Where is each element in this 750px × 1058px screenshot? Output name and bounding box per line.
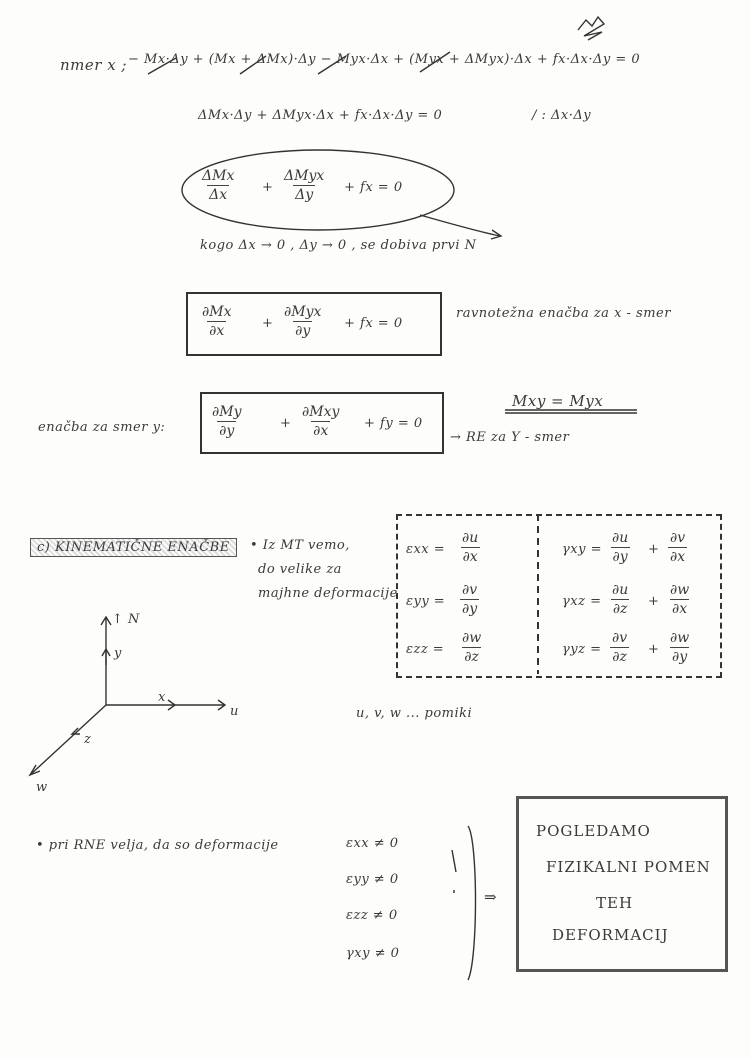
intro-line-2: do velike za — [258, 562, 342, 577]
shear-lhs: γxz = — [562, 594, 602, 609]
displacements-note: u, v, w ... pomiki — [356, 706, 473, 721]
intro-line-1: • Iz MT vemo, — [250, 538, 350, 553]
fraction-denominator: ∂z — [612, 649, 627, 665]
plus-sign: + — [648, 542, 660, 557]
fraction-denominator: Δy — [295, 187, 314, 203]
axis-u-label: u — [230, 704, 239, 719]
shear-fraction-1 — [610, 582, 630, 617]
fraction-denominator: ∂y — [612, 549, 628, 565]
plus-sign: + — [262, 316, 274, 331]
strain-nonzero-item: εyy ≠ 0 — [346, 872, 399, 887]
fraction-denominator: ∂y — [672, 649, 688, 665]
fraction-numerator: ∂Mxy — [302, 404, 340, 420]
shear-fraction-2 — [668, 630, 691, 665]
shear-lhs: γyz = — [562, 642, 602, 657]
shear-fraction-2 — [668, 530, 687, 565]
divide-note: / : Δx·Δy — [532, 108, 592, 123]
axis-x-label: x — [158, 690, 166, 705]
fraction-denominator: ∂x — [209, 323, 225, 339]
axis-y-label: y — [114, 646, 122, 661]
axis-w-label: w — [36, 780, 48, 795]
fraction-denominator: ∂y — [295, 323, 311, 339]
equation-line-1: − Mx·Δy + (Mx + ΔMx)·Δy − Myx·Δx + (Myx + ΔMyx)·Δx + fx·Δx·Δy = 0 — [128, 52, 641, 67]
fraction-numerator: ∂w — [670, 630, 690, 646]
boxed-equation-rest: + fy = 0 — [364, 416, 423, 431]
conclusion-line-2: FIZIKALNI POMEN — [546, 858, 711, 876]
fraction-numerator: ∂v — [612, 630, 628, 646]
axis-z-label: z — [84, 732, 92, 747]
fraction-numerator: ∂v — [462, 582, 478, 598]
strain-nonzero-item: γxy ≠ 0 — [346, 946, 400, 961]
equation-line-2: ΔMx·Δy + ΔMyx·Δx + fx·Δx·Δy = 0 — [198, 108, 443, 123]
limit-text: kogo Δx → 0 , Δy → 0 , se dobiva prvi N — [200, 238, 477, 253]
fraction-denominator: ∂x — [313, 423, 329, 439]
fraction-numerator: ΔMx — [202, 168, 235, 184]
boxed-x-note: ravnotežna enačba za x - smer — [456, 306, 671, 321]
oval-equation-rest: + fx = 0 — [344, 180, 403, 195]
kinematics-heading: c) KINEMATIČNE ENAČBE — [30, 538, 237, 557]
plus-sign: + — [648, 594, 660, 609]
fraction-numerator: ∂u — [612, 530, 629, 546]
strain-lhs: εzz = — [406, 642, 445, 657]
plus-sign: + — [262, 180, 274, 195]
y-direction-label: enačba za smer y: — [38, 420, 166, 435]
fraction-denominator: ∂y — [219, 423, 235, 439]
fraction-numerator: ∂w — [670, 582, 690, 598]
fraction-numerator: ∂Myx — [284, 304, 322, 320]
implies-arrow: ⇒ — [484, 888, 498, 906]
shear-fraction-1 — [610, 630, 629, 665]
strain-fraction — [460, 530, 480, 565]
strain-fraction — [460, 630, 483, 665]
summary-intro: • pri RNE velja, da so deformacije — [36, 838, 279, 853]
fraction-denominator: ∂z — [612, 601, 628, 617]
fraction-denominator: ∂x — [462, 549, 478, 565]
symmetry-equality: Mxy = Myx — [512, 392, 604, 410]
axis-v-label: ↑ N — [112, 612, 140, 627]
fraction-denominator: ∂z — [464, 649, 479, 665]
conclusion-line-3: TEH — [596, 894, 634, 912]
strain-lhs: εyy = — [406, 594, 446, 609]
y-direction-note: → RE za Y - smer — [450, 430, 570, 445]
shear-lhs: γxy = — [562, 542, 602, 557]
strain-nonzero-item: εxx ≠ 0 — [346, 836, 399, 851]
fraction-denominator: ∂x — [672, 601, 688, 617]
fraction-numerator: ∂My — [212, 404, 242, 420]
boxed-equation-rest: + fx = 0 — [344, 316, 403, 331]
strain-lhs: εxx = — [406, 542, 446, 557]
fraction-numerator: ∂v — [670, 530, 686, 546]
shear-fraction-1 — [610, 530, 630, 565]
x-direction-label: пmer x ; — [60, 56, 127, 74]
fraction-numerator: ∂w — [462, 630, 482, 646]
strain-fraction — [460, 582, 479, 617]
fraction-numerator: ∂u — [612, 582, 629, 598]
plus-sign: + — [648, 642, 660, 657]
conclusion-line-1: POGLEDAMO — [536, 822, 651, 840]
intro-line-3: majhne deformacije — [258, 586, 398, 601]
fraction-denominator: ∂x — [670, 549, 686, 565]
fraction-numerator: ∂u — [462, 530, 479, 546]
shear-fraction-2 — [668, 582, 691, 617]
fraction-denominator: Δx — [209, 187, 228, 203]
plus-sign: + — [280, 416, 292, 431]
conclusion-line-4: DEFORMACIJ — [552, 926, 669, 944]
fraction-numerator: ΔMyx — [284, 168, 325, 184]
strain-nonzero-item: εzz ≠ 0 — [346, 908, 398, 923]
fraction-denominator: ∂y — [462, 601, 478, 617]
fraction-numerator: ∂Mx — [202, 304, 232, 320]
